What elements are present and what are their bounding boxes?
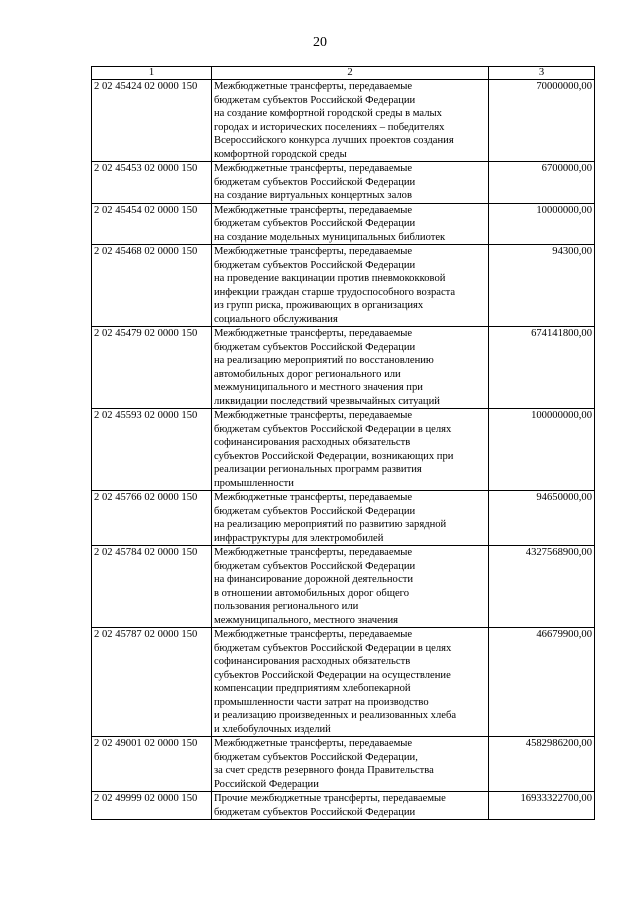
column-header-1: 1 (92, 67, 212, 80)
transfer-amount: 4582986200,00 (489, 737, 595, 792)
transfer-description: Межбюджетные трансферты, передаваемые бюджетам субъектов Российской Федерации на создание модельных муниципальных библиотек (212, 203, 489, 245)
transfer-amount: 100000000,00 (489, 409, 595, 491)
table-row (92, 546, 595, 628)
table-row (92, 737, 595, 792)
column-header-2: 2 (212, 67, 489, 80)
budget-code: 2 02 45453 02 0000 150 (92, 162, 212, 204)
budget-transfers-table (91, 66, 595, 820)
budget-code: 2 02 49999 02 0000 150 (92, 792, 212, 820)
transfer-amount: 6700000,00 (489, 162, 595, 204)
table-row (92, 792, 595, 820)
table-header-row (92, 67, 595, 80)
table-row (92, 203, 595, 245)
page-number: 20 (313, 35, 327, 50)
transfer-description: Межбюджетные трансферты, передаваемые бюджетам субъектов Российской Федерации в целях софинансирования расходных обязательств субъектов Российской Федерации на осуществление компенсации предприятиям хлебопекарной промышленности части затрат на производство и реализацию произведенных и реализованных хлеба и хлебобулочных изделий (212, 628, 489, 737)
transfer-description: Межбюджетные трансферты, передаваемые бюджетам субъектов Российской Федерации в целях софинансирования расходных обязательств субъектов Российской Федерации, возникающих при реализации региональных программ развития промышленности (212, 409, 489, 491)
budget-code: 2 02 45479 02 0000 150 (92, 327, 212, 409)
transfer-description: Межбюджетные трансферты, передаваемые бюджетам субъектов Российской Федерации на финансирование дорожной деятельности в отношении автомобильных дорог общего пользования регионального или межмуниципального, местного значения (212, 546, 489, 628)
budget-code: 2 02 45784 02 0000 150 (92, 546, 212, 628)
budget-code: 2 02 45454 02 0000 150 (92, 203, 212, 245)
table-row (92, 245, 595, 327)
transfer-description: Межбюджетные трансферты, передаваемые бюджетам субъектов Российской Федерации, за счет средств резервного фонда Правительства Российской Федерации (212, 737, 489, 792)
transfer-description: Межбюджетные трансферты, передаваемые бюджетам субъектов Российской Федерации на реализацию мероприятий по восстановлению автомобильных дорог регионального или межмуниципального и местного значения при ликвидации последствий чрезвычайных ситуаций (212, 327, 489, 409)
transfer-amount: 16933322700,00 (489, 792, 595, 820)
budget-code: 2 02 45468 02 0000 150 (92, 245, 212, 327)
transfer-amount: 70000000,00 (489, 80, 595, 162)
table-row (92, 491, 595, 546)
transfer-amount: 10000000,00 (489, 203, 595, 245)
budget-code: 2 02 49001 02 0000 150 (92, 737, 212, 792)
budget-code: 2 02 45787 02 0000 150 (92, 628, 212, 737)
table-row (92, 409, 595, 491)
transfer-amount: 46679900,00 (489, 628, 595, 737)
transfer-amount: 94300,00 (489, 245, 595, 327)
transfer-description: Прочие межбюджетные трансферты, передаваемые бюджетам субъектов Российской Федерации (212, 792, 489, 820)
transfer-description: Межбюджетные трансферты, передаваемые бюджетам субъектов Российской Федерации на проведение вакцинации против пневмококковой инфекции граждан старше трудоспособного возраста из групп риска, проживающих в организациях социального обслуживания (212, 245, 489, 327)
table-row (92, 162, 595, 204)
transfer-amount: 674141800,00 (489, 327, 595, 409)
column-header-3: 3 (489, 67, 595, 80)
transfer-description: Межбюджетные трансферты, передаваемые бюджетам субъектов Российской Федерации на создание виртуальных концертных залов (212, 162, 489, 204)
budget-code: 2 02 45593 02 0000 150 (92, 409, 212, 491)
budget-code: 2 02 45424 02 0000 150 (92, 80, 212, 162)
transfer-description: Межбюджетные трансферты, передаваемые бюджетам субъектов Российской Федерации на реализацию мероприятий по развитию зарядной инфраструктуры для электромобилей (212, 491, 489, 546)
transfer-description: Межбюджетные трансферты, передаваемые бюджетам субъектов Российской Федерации на создание комфортной городской среды в малых городах и исторических поселениях – победителях Всероссийского конкурса лучших проектов создания комфортной городской среды (212, 80, 489, 162)
table-row (92, 628, 595, 737)
table-row (92, 80, 595, 162)
table-row (92, 327, 595, 409)
transfer-amount: 94650000,00 (489, 491, 595, 546)
transfer-amount: 4327568900,00 (489, 546, 595, 628)
budget-code: 2 02 45766 02 0000 150 (92, 491, 212, 546)
